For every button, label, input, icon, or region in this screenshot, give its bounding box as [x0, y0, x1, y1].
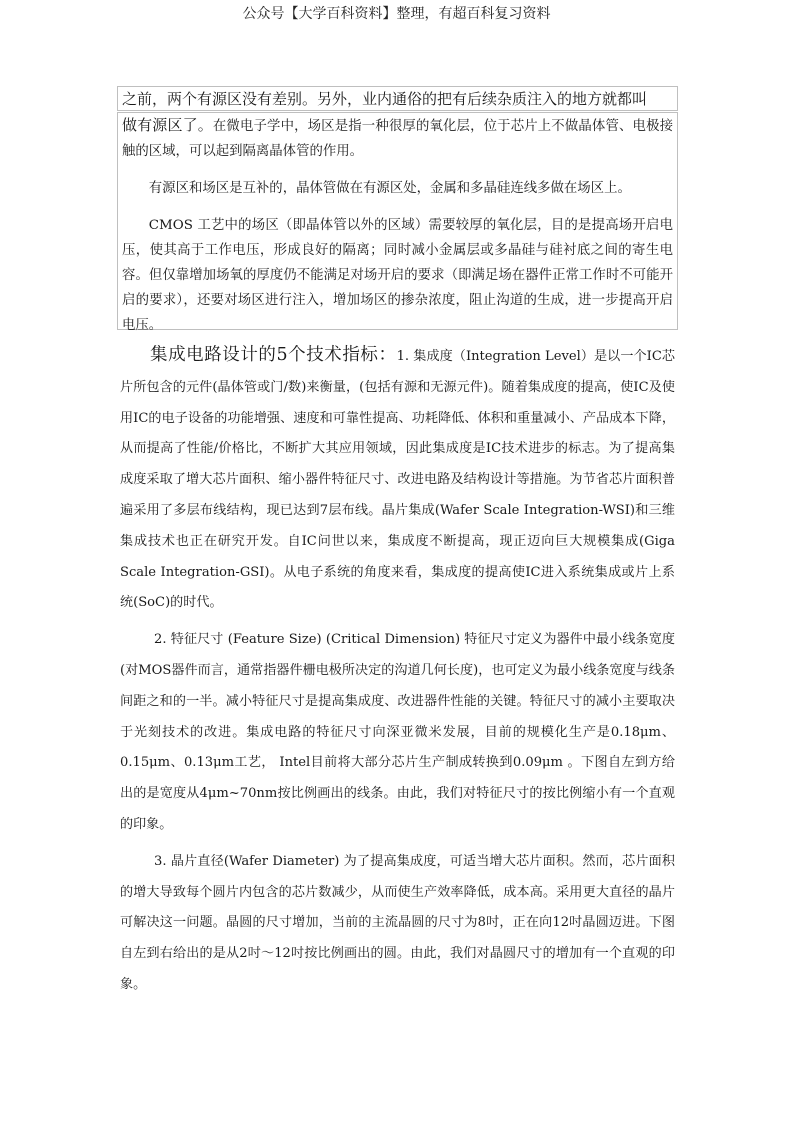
- field-region-lead: 做有源区了。: [122, 116, 213, 134]
- text-box-top: [117, 86, 678, 111]
- cmos-field-paragraph: CMOS 工艺中的场区（即晶体管以外的区域）需要较厚的氧化层，目的是提高场开启电压，使其高于工作电压，形成良好的隔离；同时减小金属层或多晶硅与硅衬底之间的寄生电容。但仅靠增加场氧的厚度仍不能满足对场开启的要求（即满足场在器件正常工作时不可能开启的要求），还要对场区进行注入，增加场区的掺杂浓度，阻止沟道的生成，进一步提高开启电压。: [122, 218, 673, 333]
- field-region-paragraph: [122, 113, 673, 164]
- item-integration-level: [120, 340, 675, 619]
- active-field-paragraph: 有源区和场区是互补的，晶体管做在有源区处，金属和多晶硅连线多做在场区上。: [148, 181, 631, 196]
- section-title: 集成电路设计的5个技术指标：: [150, 345, 397, 365]
- text-box-field-region: [117, 112, 678, 333]
- page-header: 公众号【大学百科资料】整理，有超百科复习资料: [242, 6, 551, 22]
- item-feature-size: 2. 特征尺寸 (Feature Size) (Critical Dimension) 特征尺寸定义为器件中最小线条宽度(对MOS器件而言，通常指器件栅电极所决定的沟道几何长度)，也可定义为最小线条宽度与线条间距之和的一半。减小特征尺寸是提高集成度、改进器件性能的关键。特征尺寸的减小主要取决于光刻技术的改进。集成电路的特征尺寸向深亚微米发展，目前的规模化生产是0.18μm、0.15μm、0.13μm工艺， Intel目前将大部分芯片生产制成转换到0.09μm 。下图自左到方给出的是宽度从4μm~70nm按比例画出的线条。由此，我们对特征尺寸的按比例缩小有一个直观的印象。: [120, 632, 675, 832]
- main-body: [120, 340, 675, 1001]
- box-top-text: 之前，两个有源区没有差别。另外，业内通俗的把有后续杂质注入的地方就都叫: [122, 90, 648, 108]
- field-region-definition: 在微电子学中，场区是指一种很厚的氧化层，位于芯片上不做晶体管、电极接触的区域，可以起到隔离晶体管的作用。: [122, 119, 673, 159]
- item-wafer-diameter: 3. 晶片直径(Wafer Diameter) 为了提高集成度，可适当增大芯片面积。然而，芯片面积的增大导致每个圆片内包含的芯片数减少，从而使生产效率降低，成本高。采用更大直径的晶片可解决这一问题。晶圆的尺寸增加，当前的主流晶圆的尺寸为8吋，正在向12吋晶圆迈进。下图自左到右给出的是从2吋～12吋按比例画出的圆。由此，我们对晶圆尺寸的增加有一个直观的印象。: [120, 853, 675, 992]
- item1-text: 1. 集成度（Integration Level）是以一个IC芯片所包含的元件(晶体管或门/数)来衡量，(包括有源和无源元件)。随着集成度的提高，使IC及使用IC的电子设备的功能增强、速度和可靠性提高、功耗降低、体积和重量减小、产品成本下降，从而提高了性能/价格比，不断扩大其应用领域，因此集成度是IC技术进步的标志。为了提高集成度采取了增大芯片面积、缩小器件特征尺寸、改进电路及结构设计等措施。为节省芯片面积普遍采用了多层布线结构，现已达到7层布线。晶片集成(Wafer Scale Integration-WSI)和三维集成技术也正在研究开发。自IC问世以来，集成度不断提高，现正迈向巨大规模集成(Giga Scale Integration-GSI)。从电子系统的角度来看，集成度的提高使IC进入系统集成或片上系统(SoC)的时代。: [120, 349, 675, 611]
